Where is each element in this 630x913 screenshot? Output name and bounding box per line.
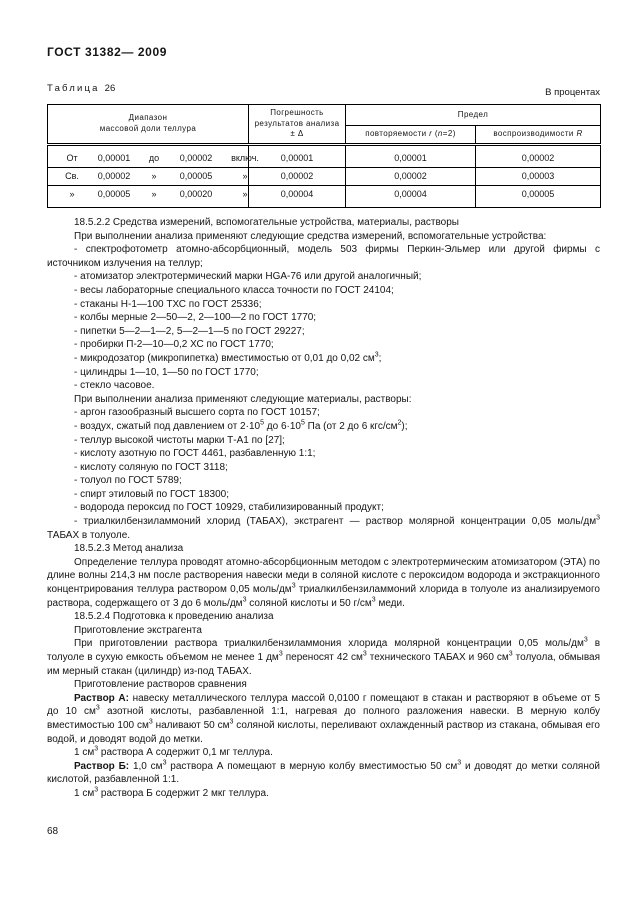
range-part: 0,00001 [97,152,131,163]
table-caption-word: Таблица [47,83,100,94]
paragraph: Приготовление растворов сравнения [74,679,247,691]
paragraph: - теллур высокой чистоты марки Т-А1 по [27]; [74,434,285,446]
header-error-column: Погрешность результатов анализа ± Δ [249,105,346,145]
table-body [48,144,601,207]
range-grid [48,170,248,183]
paragraph: 1 $см^3$ раствора Б содержит 2 мкг теллура. [74,786,269,799]
table-caption-number: 26 [104,83,116,94]
cell-error: 0,00001 [249,144,346,167]
cell-error: 0,00004 [249,185,346,207]
paragraph: При приготовлении раствора триалкилбензиламмония хлорида молярной концентрации 0,05 моль/$дм^3$ в толуоле в сухую емкость объемом не менее 1 $дм^3$ переносят 42 $см^3$ технического ТАБАХ и 960 $см^3$ толуола, обмывая им мерный стакан (цилиндр) из-под ТАБАХ. [47,637,601,677]
paragraph: При выполнении анализа применяют следующие материалы, растворы: [74,393,412,405]
range-part: » [242,170,248,181]
paragraph: - цилиндры 1—10, 1—50 по ГОСТ 1770; [74,366,259,378]
paragraph: - атомизатор электротермический марки HGA-76 или другой аналогичный; [74,271,422,283]
paragraph: - воздух, сжатый под давлением от $2\cdot 10^5$ до $6\cdot 10^5$ Па (от 2 до 6 кгс/$см^2$); [74,419,408,432]
paragraph: - колбы мерные 2—50—2, 2—100—2 по ГОСТ 1770; [74,312,317,324]
cell-reproducibility: 0,00002 [476,144,601,167]
paragraph: При выполнении анализа применяют следующие средства измерений, вспомогательные устройства: [74,230,547,242]
precision-table [47,104,601,208]
paragraph: 18.5.2.2 Средства измерений, вспомогательные устройства, материалы, растворы [74,217,459,228]
range-part: » [151,170,157,181]
cell-range [48,167,249,185]
cell-reproducibility: 0,00005 [476,185,601,207]
table-row [48,144,601,167]
body-text [47,216,600,801]
cell-repeatability: 0,00004 [346,185,476,207]
paragraph: - кислоту соляную по ГОСТ 3118; [74,461,228,473]
units-note: В процентах [545,87,600,98]
range-grid [48,152,259,165]
header-repeatability-column: повторяемости r (n=2) [346,126,476,145]
paragraph: 18.5.2.3 Метод анализа [74,543,184,555]
header-limit-group: Предел [346,105,601,126]
paragraph: - стаканы Н-1—100 ТХС по ГОСТ 25336; [74,298,262,310]
table-row [48,167,601,185]
paragraph: Определение теллура проводят атомно-абсорбционным методом с электротермическим атомизатором (ЭТА) по длине волны 214,3 нм после растворения навески меди в соляной кислоте с пероксидом водорода и экстракционного концентрирования теллура раствором 0,05 моль/$дм^3$ триалкилбензиламмоний хлорида в толуоле из анализируемого раствора, содержащего от 3 до 6 моль/$дм^3$ соляной кислоты и 50 $г/см^3$ меди. [47,556,600,609]
header-reproducibility-column: воспроизводимости R [476,126,601,145]
page-number: 68 [47,826,59,837]
paragraph: - триалкилбензиламмоний хлорид (ТАБАХ), экстрагент — раствор молярной концентрации 0,05 моль/$дм^3$ ТАБАХ в толуоле. [47,514,600,541]
cell-repeatability: 0,00001 [346,144,476,167]
range-part: » [69,188,75,199]
range-grid [48,188,248,201]
paragraph: - толуол по ГОСТ 5789; [74,475,182,487]
paragraph: - спектрофотометр атомно-абсорбционный, модель 503 фирмы Перкин-Эльмер или другой фирмы с источником излучения на теллур; [47,244,600,269]
paragraph: - пипетки 5—2—1—2, 5—2—1—5 по ГОСТ 29227; [74,325,305,337]
cell-reproducibility: 0,00003 [476,167,601,185]
header-range-column: Диапазон массовой доли теллура [48,105,249,145]
standard-code: ГОСТ 31382— 2009 [47,45,168,59]
paragraph: 1 $см^3$ раствора А содержит 0,1 мг теллура. [74,745,273,759]
range-part: 0,00002 [179,152,213,163]
range-part: 0,00005 [97,188,131,199]
range-part: 0,00005 [179,170,213,181]
range-part: 0,00002 [97,170,131,181]
range-part: 0,00020 [179,188,213,199]
paragraph: - спирт этиловый по ГОСТ 18300; [74,488,229,500]
cell-range [48,185,249,207]
cell-range [48,144,259,167]
range-part: Св. [65,170,79,181]
table-row [48,185,601,207]
range-part: включ. [231,152,259,163]
paragraph: 18.5.2.4 Подготовка к проведению анализа [74,611,274,623]
paragraph: Раствор А: навеску металлического теллура массой 0,0100 г помещают в стакан и растворяют в объеме от 5 до 10 $см^3$ азотной кислоты, разбавленной 1:1, нагревая до полного разложения навески. В мерную колбу вместимостью 100 $см^3$ наливают 50 $см^3$ соляной кислоты, переливают охлажденный раствор из стакана, обмывая его водой, и доводят водой до метки. [47,692,600,745]
cell-repeatability: 0,00002 [346,167,476,185]
paragraph: - стекло часовое. [74,380,155,392]
range-part: » [151,188,157,199]
paragraph: - пробирки П-2—10—0,2 ХС по ГОСТ 1770; [74,339,274,351]
paragraph: Раствор Б: 1,0 $см^3$ раствора А помещают в мерную колбу вместимостью 50 $см^3$ и доводят до метки соляной кислотой, разбавленной 1:1. [47,759,600,786]
table-head [48,105,601,145]
range-part: до [148,152,160,163]
paragraph: - весы лабораторные специального класса точности по ГОСТ 24104; [74,284,394,296]
paragraph: Приготовление экстрагента [74,624,202,636]
cell-error: 0,00002 [249,167,346,185]
range-part: От [66,152,78,163]
paragraph: - водорода пероксид по ГОСТ 10929, стабилизированный продукт; [74,502,384,514]
paragraph: - аргон газообразный высшего сорта по ГОСТ 10157; [74,407,320,419]
range-part: » [242,188,248,199]
paragraph: - кислоту азотную по ГОСТ 4461, разбавленную 1:1; [74,448,316,460]
paragraph: - микродозатор (микропипетка) вместимостью от 0,01 до 0,02 $см^3$; [74,351,382,364]
